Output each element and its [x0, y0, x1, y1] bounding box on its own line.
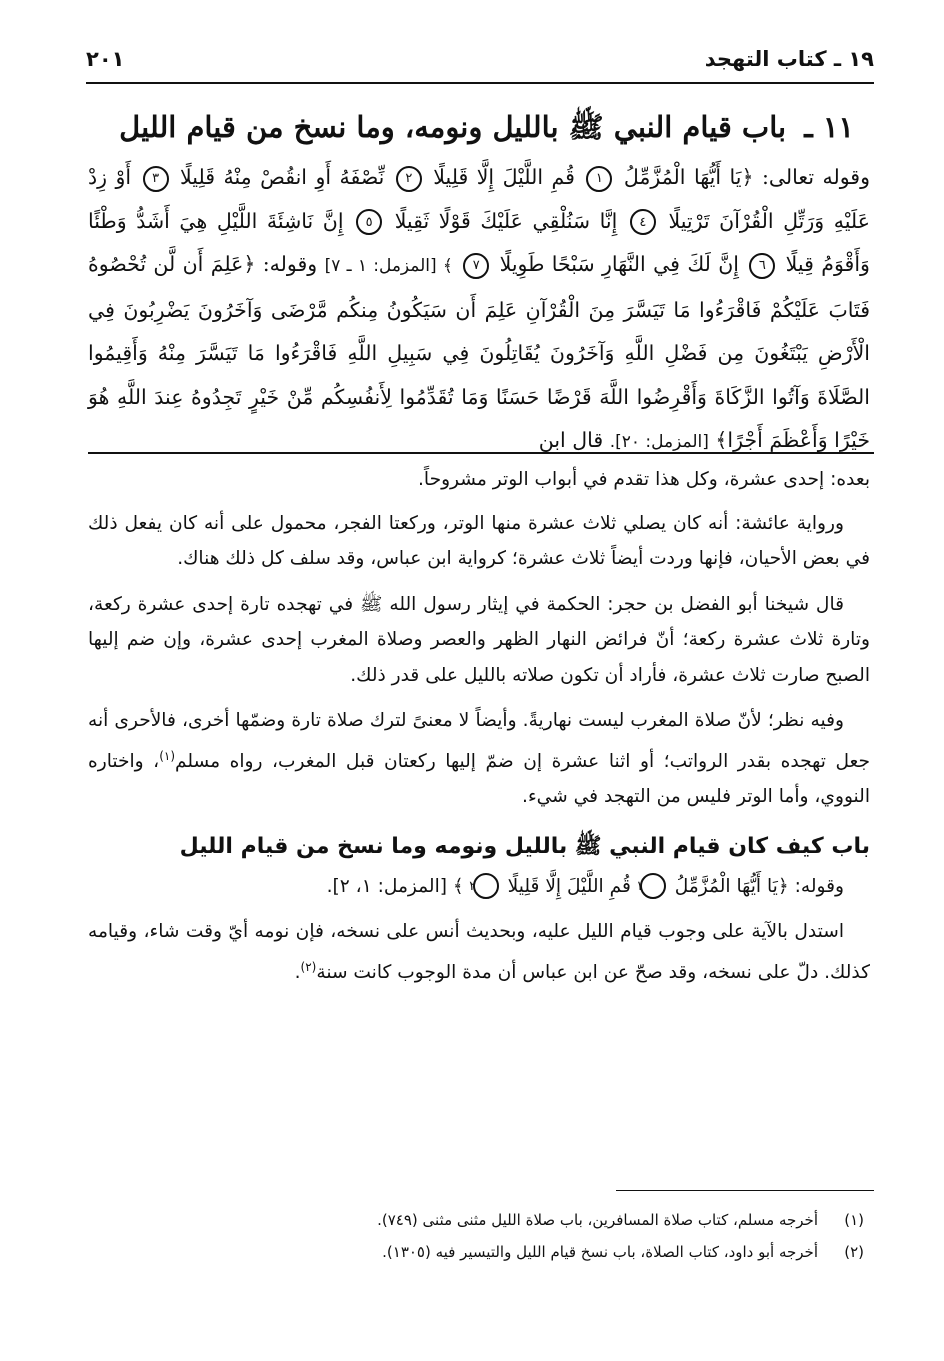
paragraph	[88, 914, 870, 990]
ayah-text: إِنَّا سَنُلْقِي عَلَيْكَ قَوْلًا ثَقِيلًا	[394, 208, 618, 233]
paragraph-text: استدل بالآية على وجوب قيام الليل عليه، وبحديث أنس على نسخه، فإن نومه أيّ وقت شاء، وقيامه كذلك. دلّ على نسخه، وقد صحّ عن ابن عباس أن مدة الوجوب كانت سنة	[88, 921, 870, 983]
ayah-text: إِنَّ لَكَ فِي النَّهَارِ سَبْحًا طَوِيلًا	[499, 252, 739, 276]
ayah-text: ﴿عَلِمَ أَن لَّن تُحْصُوهُ فَتَابَ عَلَيْكُمْ فَاقْرَءُوا مَا تَيَسَّرَ مِنَ الْقُرْآنِ عَلِمَ أَن سَيَكُونُ مِنكُم مَّرْضَى وَآخَرُونَ يَضْرِبُونَ فِي الْأَرْضِ يَبْتَغُونَ مِن فَضْلِ اللَّهِ وَآخَرُونَ يُقَاتِلُونَ فِي سَبِيلِ اللَّهِ فَاقْرَءُوا مَا تَيَسَّرَ مِنْهُ وَأَقِيمُوا الصَّلَاةَ وَآتُوا الزَّكَاةَ وَأَقْرِضُوا اللَّهَ قَرْضًا حَسَنًا وَمَا تُقَدِّمُوا لِأَنفُسِكُم مِّنْ خَيْرٍ تَجِدُوهُ عِندَ اللَّهِ هُوَ خَيْرًا وَأَعْظَمَ أَجْرًا﴾	[88, 252, 870, 452]
paragraph-text: .	[294, 961, 301, 983]
commentary-body	[88, 462, 870, 1000]
ayah-text: ﴿يَا أَيُّهَا الْمُزَّمِّلُ	[623, 165, 754, 189]
ayah-number-icon: ٧	[463, 253, 489, 279]
footnote-ref: (١)	[159, 748, 176, 763]
ayah-text: وقوله: ﴿يَا أَيُّهَا الْمُزَّمِّلُ	[674, 875, 844, 897]
header-rule	[86, 82, 874, 84]
paragraph-text: وفيه نظر؛ لأنّ صلاة المغرب ليست نهاريةً. وأيضاً لا معنىً لترك صلاة تارة وضمّها أخرى، فالأحرى أنه جعل تهجده بقدر الرواتب؛ أو اثنا عشرة إن ضمّ إليها ركعتان قبل المغرب، رواه مسلم	[88, 710, 870, 772]
ayah-number-icon: ٢	[473, 873, 499, 899]
paragraph	[88, 703, 870, 815]
footnote	[88, 1236, 864, 1268]
paragraph: قال شيخنا أبو الفضل بن حجر: الحكمة في إيثار رسول الله ﷺ في تهجده تارة إحدى عشرة ركعة، وتارة ثلاث عشرة ركعة؛ أنّ فرائض النهار الظهر والعصر وصلاة المغرب إحدى عشرة، وإن ضم إليها الصبح صارت ثلاث عشرة، فأراد أن تكون صلاته بالليل على قدر ذلك.	[88, 593, 870, 686]
paragraph-text: ، واختاره النووي، وأما الوتر فليس من التهجد في شيء.	[88, 750, 870, 808]
section-title: باب كيف كان قيام النبي ﷺ بالليل ونومه وما نسخ من قيام الليل	[179, 833, 870, 859]
paragraph: بعده: إحدى عشرة، وكل هذا تقدم في أبواب الوتر مشروحاً.	[418, 469, 870, 490]
surah-citation: ﴾ [المزمل: ١، ٢].	[326, 875, 464, 897]
footnote-number: (٢)	[844, 1243, 864, 1261]
ayah-text: قُمِ اللَّيْلَ إِلَّا قَلِيلًا	[507, 875, 631, 897]
surah-citation: [المزمل: ٢٠].	[609, 432, 709, 452]
ayah-number-icon: ٣	[143, 166, 169, 192]
surah-citation: ﴾ [المزمل: ١ ـ ٧]	[324, 256, 453, 276]
footnotes	[88, 1204, 864, 1268]
chapter-title	[120, 104, 854, 150]
ayah-number-icon: ١	[640, 873, 666, 899]
ayah-number-icon: ١	[586, 166, 612, 192]
paragraph: ورواية عائشة: أنه كان يصلي ثلاث عشرة منها الوتر، وركعتا الفجر، محمول على أنه كان يفعل ذلك في بعض الأحيان، فإنها وردت أيضاً ثلاث عشرة؛ كرواية ابن عباس، وقد سلف كل ذلك هناك.	[88, 512, 870, 569]
chapter-title-text: باب قيام النبي ﷺ بالليل ونومه، وما نسخ من قيام الليل	[119, 110, 787, 144]
ayah-number-icon: ٢	[396, 166, 422, 192]
page-number: ٢٠١	[86, 47, 125, 71]
footnote-number: (١)	[844, 1211, 864, 1229]
running-chapter-title: ١٩ ـ كتاب التهجد	[704, 47, 874, 71]
chapter-number: ١١ ـ	[804, 110, 854, 144]
section-divider	[88, 452, 874, 454]
ayah-number-icon: ٦	[749, 253, 775, 279]
quran-connector: وقوله:	[262, 252, 318, 276]
running-header	[86, 40, 874, 78]
quran-tail-text: قال ابن	[538, 428, 604, 452]
section-quote	[88, 869, 870, 905]
ayah-text: قُمِ اللَّيْلَ إِلَّا قَلِيلًا	[433, 165, 575, 189]
ayah-text: أَوْ زِدْ عَلَيْهِ وَرَتِّلِ الْقُرْآنَ تَرْتِيلًا	[88, 165, 870, 233]
ayah-number-icon: ٥	[356, 209, 382, 235]
ayah-text: إِنَّ نَاشِئَةَ اللَّيْلِ هِيَ أَشَدُّ وَطْئًا وَأَقْوَمُ قِيلًا	[88, 208, 870, 276]
ayah-number-icon: ٤	[630, 209, 656, 235]
quran-intro: وقوله تعالى:	[761, 165, 871, 189]
footnote-text: أخرجه مسلم، كتاب صلاة المسافرين، باب صلاة الليل مثنى مثنى (٧٤٩).	[377, 1211, 818, 1229]
footnote-text: أخرجه أبو داود، كتاب الصلاة، باب نسخ قيام الليل والتيسير فيه (١٣٠٥).	[382, 1243, 818, 1261]
footnote-rule	[616, 1190, 874, 1191]
footnote	[88, 1204, 864, 1236]
quran-passage	[88, 156, 870, 465]
ayah-text: نِّصْفَهُ أَوِ انقُصْ مِنْهُ قَلِيلًا	[180, 165, 385, 189]
footnote-ref: (٢)	[300, 959, 317, 974]
